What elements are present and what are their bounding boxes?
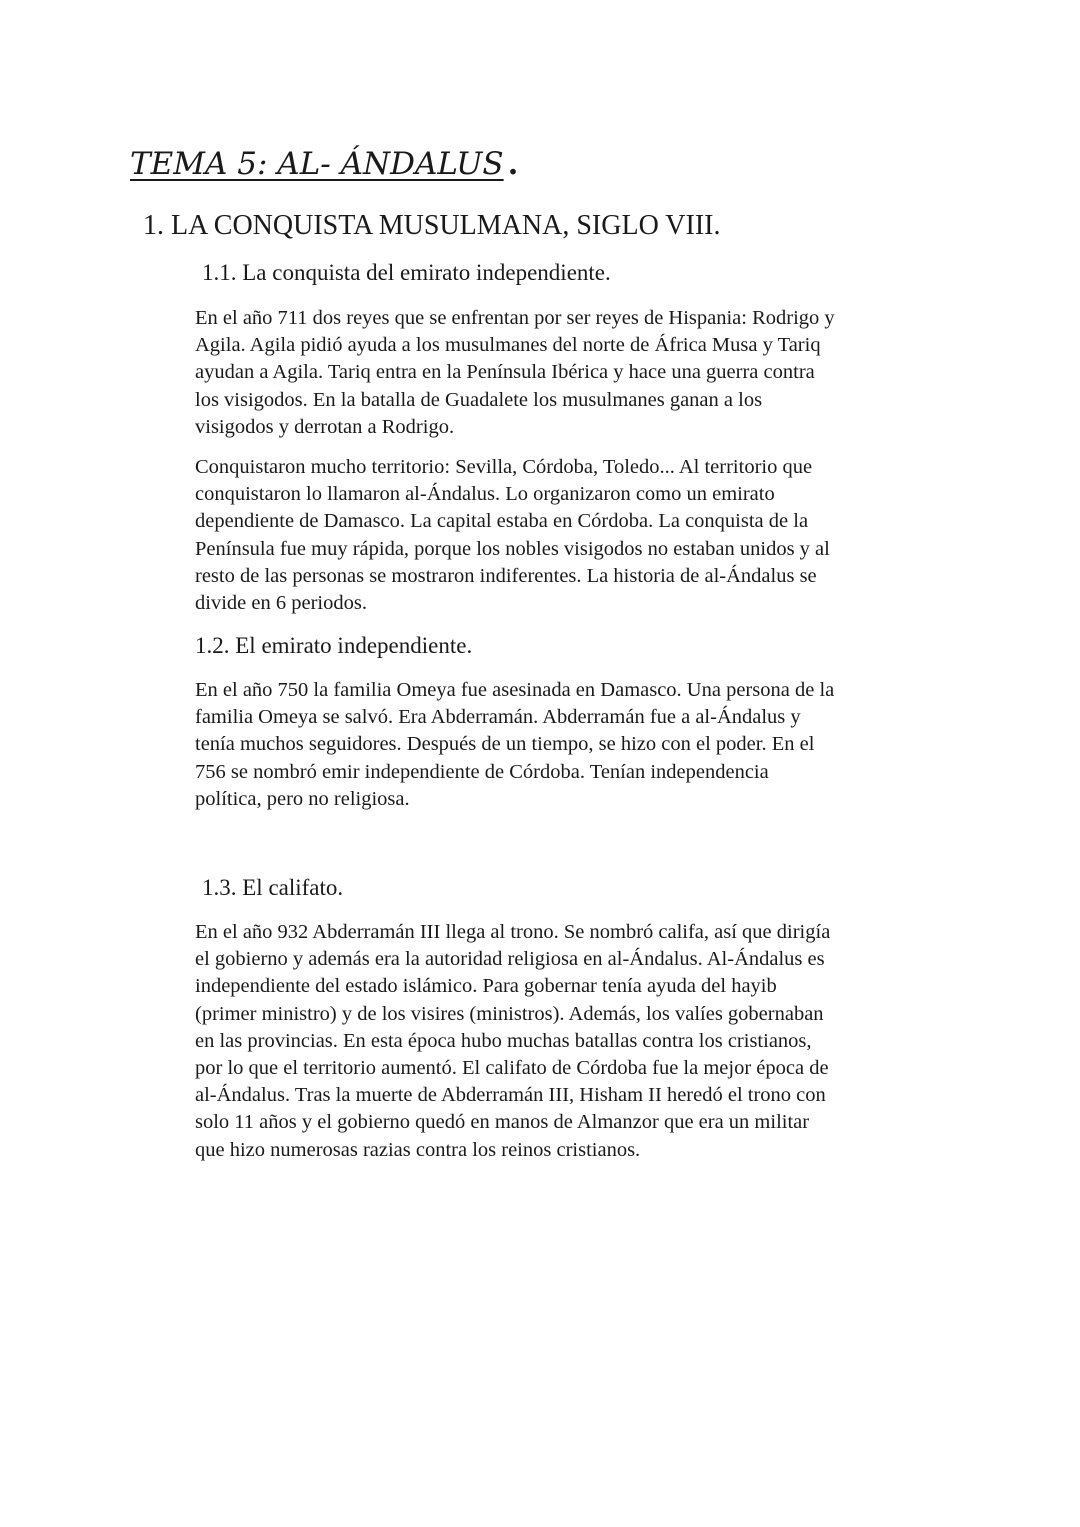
section-1-heading: 1. LA CONQUISTA MUSULMANA, SIGLO VIII. xyxy=(143,210,721,241)
document-title-suffix: . xyxy=(507,146,519,182)
paragraph-line: ayudan a Agila. Tariq entra en la Península Ibérica y hace una guerra contra xyxy=(195,361,815,384)
paragraph-line: al-Ándalus. Tras la muerte de Abderramán III, Hisham II heredó el trono con xyxy=(195,1084,826,1107)
paragraph-line: resto de las personas se mostraron indiferentes. La historia de al-Ándalus se xyxy=(195,564,817,587)
paragraph-line: Conquistaron mucho territorio: Sevilla, Córdoba, Toledo... Al territorio que xyxy=(195,456,813,478)
paragraph-line: tenía muchos seguidores. Después de un tiempo, se hizo con el poder. En el xyxy=(195,733,815,756)
paragraph-line: solo 11 años y el gobierno quedó en manos de Almanzor que era un militar xyxy=(195,1111,810,1134)
paragraph-line: Agila. Agila pidió ayuda a los musulmanes del norte de África Musa y Tariq xyxy=(195,334,821,357)
paragraph-1-3 xyxy=(195,919,955,1164)
paragraph-line: visigodos y derrotan a Rodrigo. xyxy=(195,415,455,438)
paragraph-line: política, pero no religiosa. xyxy=(195,787,410,810)
paragraph-line: en las provincias. En esta época hubo muchas batallas contra los cristianos, xyxy=(195,1029,812,1052)
document-title-text: TEMA 5: AL- ÁNDALUS xyxy=(130,146,504,182)
paragraph-line: dependiente de Damasco. La capital estaba en Córdoba. La conquista de la xyxy=(195,510,809,533)
paragraph-line: por lo que el territorio aumentó. El califato de Córdoba fue la mejor época de xyxy=(195,1057,829,1080)
paragraph-line: En el año 711 dos reyes que se enfrentan por ser reyes de Hispania: Rodrigo y xyxy=(195,307,835,329)
paragraph-1-1-a xyxy=(195,305,955,441)
paragraph-line: el gobierno y además era la autoridad religiosa en al-Ándalus. Al-Ándalus es xyxy=(195,948,825,971)
paragraph-line: independiente del estado islámico. Para gobernar tenía ayuda del hayib xyxy=(195,975,777,998)
paragraph-line: que hizo numerosas razias contra los reinos cristianos. xyxy=(195,1138,641,1161)
paragraph-line: (primer ministro) y de los visires (ministros). Además, los valíes gobernaban xyxy=(195,1002,824,1025)
subsection-1-1-heading: 1.1. La conquista del emirato independiente. xyxy=(202,260,611,285)
subsection-1-3-heading: 1.3. El califato. xyxy=(202,875,344,900)
paragraph-line: Península fue muy rápida, porque los nobles visigodos no estaban unidos y al xyxy=(195,537,830,560)
subsection-1-2-heading: 1.2. El emirato independiente. xyxy=(195,633,473,658)
paragraph-1-2 xyxy=(195,677,955,813)
paragraph-line: los visigodos. En la batalla de Guadalete los musulmanes ganan a los xyxy=(195,388,763,411)
paragraph-line: conquistaron lo llamaron al-Ándalus. Lo organizaron como un emirato xyxy=(195,483,775,506)
paragraph-line: En el año 750 la familia Omeya fue asesinada en Damasco. Una persona de la xyxy=(195,679,835,701)
paragraph-line: familia Omeya se salvó. Era Abderramán. Abderramán fue a al-Ándalus y xyxy=(195,706,801,729)
paragraph-line: 756 se nombró emir independiente de Córdoba. Tenían independencia xyxy=(195,760,769,783)
paragraph-line: En el año 932 Abderramán III llega al trono. Se nombró califa, así que dirigía xyxy=(195,921,831,943)
paragraph-1-1-b xyxy=(195,454,955,617)
document-title xyxy=(130,146,518,182)
paragraph-line: divide en 6 periodos. xyxy=(195,592,367,615)
